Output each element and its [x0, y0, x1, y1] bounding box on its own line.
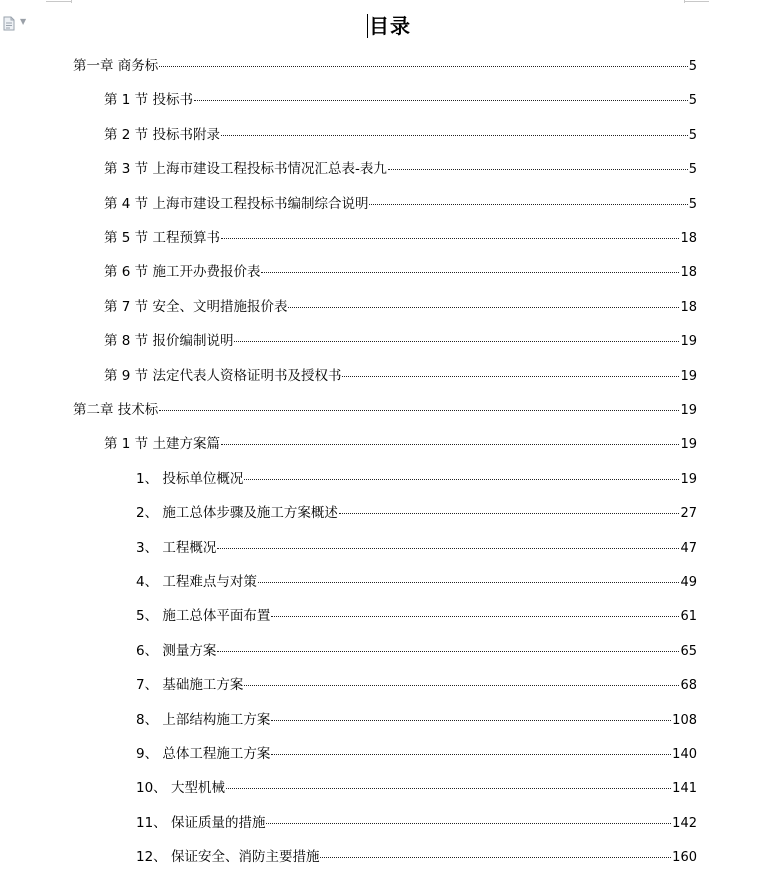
toc-entry-label: 第二章 技术标 [73, 402, 159, 418]
toc-entry[interactable] [136, 676, 697, 695]
toc-entry-leader [261, 272, 679, 273]
toc-entry[interactable] [104, 263, 697, 282]
toc-entry-page: 5 [688, 93, 697, 109]
toc-entry[interactable] [73, 57, 697, 76]
toc-entry[interactable] [136, 814, 697, 833]
toc-entry-leader [342, 376, 679, 377]
toc-entry-label: 8、 上部结构施工方案 [136, 711, 271, 728]
page-title [0, 10, 778, 39]
toc-entry-page: 108 [672, 712, 697, 728]
toc-entry[interactable] [136, 711, 697, 730]
page-corner-mark-left [46, 0, 71, 2]
toc-entry[interactable] [136, 848, 697, 867]
page-corner-mark-right [684, 0, 709, 2]
toc-entry[interactable] [104, 91, 697, 110]
toc-entry-leader [320, 857, 671, 858]
toc-entry-page: 18 [680, 299, 697, 315]
toc-entry-leader [234, 341, 679, 342]
toc-entry-leader [159, 410, 679, 411]
page-corner-mark-right-vertical [684, 0, 686, 3]
toc-entry-page: 19 [680, 437, 697, 453]
toc-entry-page: 19 [680, 368, 697, 384]
toc-entry[interactable] [104, 332, 697, 351]
toc-entry-label: 第 1 节 投标书 [104, 92, 193, 109]
toc-entry[interactable] [104, 229, 697, 248]
toc-entry-page: 141 [672, 781, 697, 797]
toc-entry-page: 160 [672, 850, 697, 866]
toc-entry-page: 27 [680, 506, 697, 522]
toc-entry[interactable] [104, 367, 697, 386]
toc-entry-page: 5 [688, 59, 697, 74]
toc-entry-leader [217, 548, 679, 549]
toc-entry-leader [159, 66, 687, 67]
toc-entry-leader [271, 720, 671, 721]
toc-entry-page: 18 [680, 265, 697, 281]
toc-entry-label: 第 8 节 报价编制说明 [104, 333, 234, 350]
toc-entry[interactable] [136, 539, 697, 558]
toc-entry-leader [221, 238, 679, 239]
toc-entry-label: 第 7 节 安全、文明措施报价表 [104, 298, 288, 315]
toc-entry-leader [288, 307, 679, 308]
toc-entry[interactable] [73, 401, 697, 420]
toc-entry-label: 10、 大型机械 [136, 780, 225, 797]
toc-entry-leader [369, 204, 687, 205]
toc-entry-leader [244, 685, 679, 686]
toc-entry[interactable] [104, 298, 697, 317]
toc-entry-leader [244, 479, 679, 480]
toc-entry-label: 6、 测量方案 [136, 642, 217, 659]
toc-entry-label: 5、 施工总体平面布置 [136, 608, 271, 625]
toc-entry[interactable] [104, 435, 697, 454]
toc-entry-label: 3、 工程概况 [136, 539, 217, 556]
toc-entry-page: 19 [680, 471, 697, 487]
toc-entry-label: 第 1 节 土建方案篇 [104, 436, 220, 453]
toc-entry[interactable] [104, 195, 697, 214]
toc-entry-page: 61 [680, 609, 697, 625]
toc-entry-page: 5 [688, 162, 697, 178]
toc-entry[interactable] [136, 470, 697, 489]
toc-entry-leader [339, 513, 680, 514]
toc-entry[interactable] [136, 745, 697, 764]
toc-entry-leader [226, 788, 671, 789]
toc-entry[interactable] [104, 160, 697, 179]
toc-entry[interactable] [136, 779, 697, 798]
toc-entry-page: 142 [672, 815, 697, 831]
toc-entry[interactable] [136, 642, 697, 661]
toc-entry-page: 18 [680, 231, 697, 246]
toc-entry-label: 第 2 节 投标书附录 [104, 126, 220, 143]
toc-entry-label: 第 9 节 法定代表人资格证明书及授权书 [104, 367, 342, 384]
toc-entry-leader [271, 616, 679, 617]
toc-entry-label: 4、 工程难点与对策 [136, 574, 257, 590]
toc-entry-page: 140 [672, 747, 697, 762]
text-cursor [367, 14, 368, 38]
toc-entry-page: 5 [688, 196, 697, 212]
toc-entry-page: 47 [680, 540, 697, 556]
toc-entry-page: 49 [680, 575, 697, 590]
chevron-down-icon[interactable]: ▼ [20, 17, 27, 26]
toc-entry[interactable] [104, 126, 697, 145]
toc-entry-leader [258, 582, 680, 583]
toc-entry-label: 9、 总体工程施工方案 [136, 746, 271, 762]
toc-entry-leader [388, 169, 688, 170]
toc-entry-label: 第 6 节 施工开办费报价表 [104, 264, 261, 281]
toc-entry[interactable] [136, 504, 697, 523]
toc-entry-label: 第 4 节 上海市建设工程投标书编制综合说明 [104, 195, 369, 212]
toc-entry-leader [221, 444, 679, 445]
toc-entry-page: 19 [680, 334, 697, 350]
toc-entry-leader [266, 823, 671, 824]
toc-entry-page: 68 [680, 678, 697, 694]
toc-entry-label: 第 3 节 上海市建设工程投标书情况汇总表-表九 [104, 161, 387, 178]
page-corner-mark-left-vertical [71, 0, 73, 3]
toc-entry-label: 7、 基础施工方案 [136, 677, 244, 694]
toc-entry[interactable] [136, 573, 697, 592]
toc-entry-label: 2、 施工总体步骤及施工方案概述 [136, 505, 338, 522]
toc-entry-leader [217, 651, 679, 652]
toc-entry-label: 第 5 节 工程预算书 [104, 230, 220, 246]
toc-entry-page: 65 [680, 643, 697, 659]
toc-entry-label: 11、 保证质量的措施 [136, 814, 266, 831]
toc-entry-label: 1、 投标单位概况 [136, 470, 244, 487]
toc-entry-leader [221, 135, 688, 136]
toc-entry[interactable] [136, 607, 697, 626]
toc-entry-label: 第一章 商务标 [73, 58, 159, 74]
toc-entry-leader [271, 754, 671, 755]
page-title-text: 目录 [369, 14, 411, 38]
toc-entry-page: 19 [680, 403, 697, 418]
toc-entry-label: 12、 保证安全、消防主要措施 [136, 849, 320, 866]
toc-entry-page: 5 [688, 127, 697, 143]
toc-entry-leader [194, 100, 688, 101]
